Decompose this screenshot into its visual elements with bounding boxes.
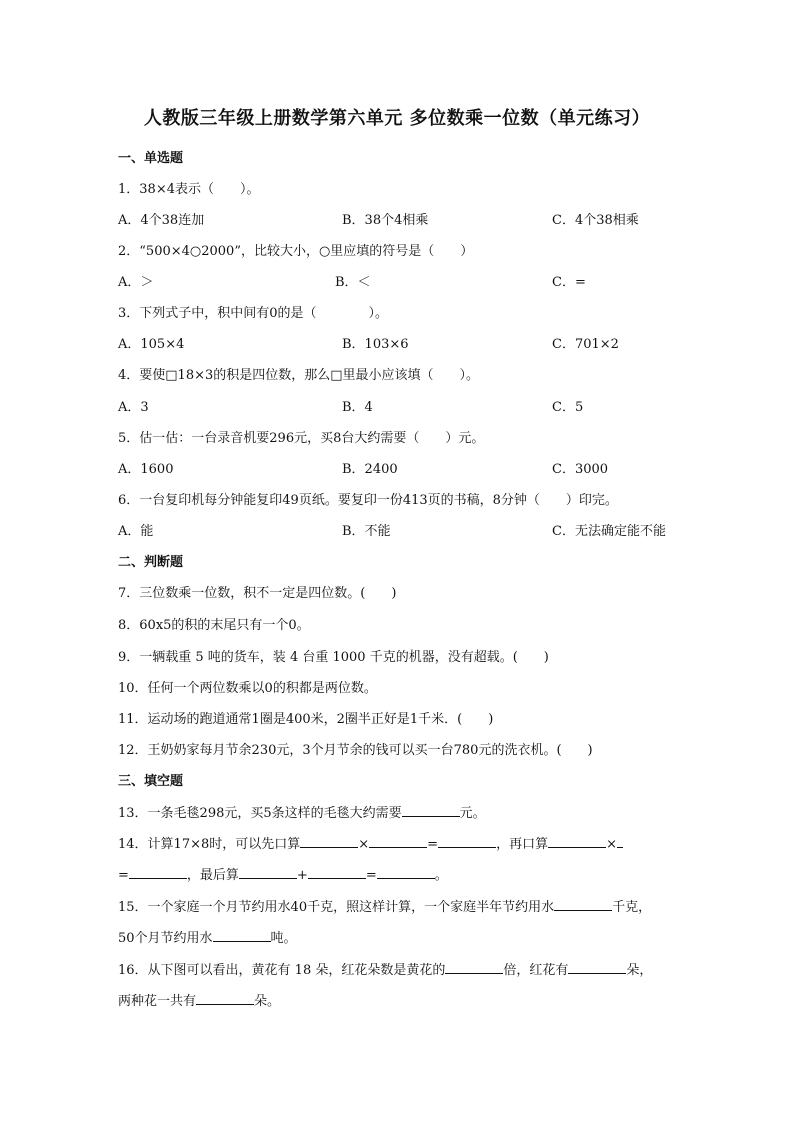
question-13 [118, 802, 486, 821]
q4-option-c: C．5 [552, 400, 584, 415]
q15-text-d: 吨。 [270, 931, 297, 946]
answer-blank[interactable] [239, 866, 297, 879]
q6-option-c: C．无法确定能不能 [552, 524, 666, 539]
question-4: 4．要使□18×3的积是四位数，那么□里最小应该填（ ）。 [118, 368, 480, 383]
period: 。 [434, 868, 448, 883]
answer-blank[interactable] [308, 866, 366, 879]
question-15-continued [118, 927, 297, 946]
q15-text-a: 15．一个家庭一个月节约用水40千克，照这样计算，一个家庭半年节约用水 [118, 900, 555, 915]
q13-text-a: 13．一条毛毯298元，买5条这样的毛毯大约需要 [118, 806, 402, 821]
answer-blank[interactable] [402, 804, 460, 817]
question-8: 8．60x5的积的末尾只有一个0。 [118, 618, 310, 633]
answer-blank[interactable] [445, 961, 503, 974]
answer-blank[interactable] [548, 835, 606, 848]
q1-option-b: B．38个4相乘 [342, 213, 429, 228]
q16-text-c: 朵， [626, 963, 653, 978]
answer-blank[interactable] [617, 835, 623, 848]
question-6: 6．一台复印机每分钟能复印49页纸。要复印一份413页的书稿，8分钟（ ）印完。 [118, 493, 618, 508]
q6-option-b: B．不能 [342, 524, 391, 539]
answer-blank[interactable] [129, 866, 187, 879]
question-14 [118, 833, 623, 852]
answer-blank[interactable] [568, 961, 626, 974]
answer-blank[interactable] [369, 835, 427, 848]
section-single-choice: 一、单选题 [118, 151, 184, 166]
q3-option-a: A．105×4 [118, 337, 185, 352]
q16-text-b: 倍，红花有 [503, 963, 569, 978]
q3-option-c: C．701×2 [552, 337, 619, 352]
answer-blank[interactable] [196, 992, 254, 1005]
question-1: 1．38×4表示（ ）。 [118, 182, 260, 197]
q5-option-a: A．1600 [118, 462, 174, 477]
question-7: 7．三位数乘一位数，积不一定是四位数。( ) [118, 586, 397, 601]
q1-option-c: C．4个38相乘 [552, 213, 639, 228]
question-5: 5．估一估：一台录音机要296元，买8台大约需要（ ）元。 [118, 431, 485, 446]
question-9: 9．一辆载重 5 吨的货车，装 4 台重 1000 千克的机器，没有超载。( ) [118, 650, 549, 665]
q16-text-e: 朵。 [254, 994, 281, 1009]
question-10: 10．任何一个两位数乘以0的积都是两位数。 [118, 681, 377, 696]
q14-text-c: ，最后算 [186, 868, 239, 883]
answer-blank[interactable] [554, 898, 612, 911]
q5-option-b: B．2400 [342, 462, 398, 477]
plus-sign: + [296, 868, 308, 883]
times-sign: × [358, 837, 370, 852]
q16-text-d: 两种花一共有 [118, 994, 197, 1009]
question-15 [118, 896, 651, 915]
q14-text-a: 14．计算17×8时，可以先口算 [118, 837, 301, 852]
answer-blank[interactable] [438, 835, 496, 848]
q2-option-a: A．＞ [118, 275, 154, 290]
q15-text-b: 千克， [612, 900, 652, 915]
question-14-continued [118, 864, 448, 883]
q14-text-b: ，再口算 [496, 837, 549, 852]
q2-option-b: B．＜ [335, 275, 371, 290]
question-16-continued [118, 990, 280, 1009]
section-fill-blank: 三、填空题 [118, 774, 184, 789]
answer-blank[interactable] [213, 929, 271, 942]
q5-option-c: C．3000 [552, 462, 609, 477]
question-2: 2．“500×4○2000”，比较大小，○里应填的符号是（ ） [118, 244, 474, 259]
q2-option-c: C．= [552, 275, 586, 290]
question-3: 3．下列式子中，积中间有0的是（ ）。 [118, 306, 389, 321]
q3-option-b: B．103×6 [342, 337, 409, 352]
q13-text-b: 元。 [459, 806, 486, 821]
answer-blank[interactable] [377, 866, 435, 879]
equals-sign: = [427, 837, 439, 852]
question-12: 12．王奶奶家每月节余230元，3个月节余的钱可以买一台780元的洗衣机。( ) [118, 743, 593, 758]
section-true-false: 二、判断题 [118, 555, 184, 570]
q16-text-a: 16．从下图可以看出，黄花有 18 朵，红花朵数是黄花的 [118, 963, 446, 978]
q4-option-a: A．3 [118, 400, 149, 415]
equals-sign: = [118, 868, 129, 883]
equals-sign: = [365, 868, 377, 883]
question-16 [118, 959, 652, 978]
times-sign: × [606, 837, 617, 852]
q4-option-b: B．4 [342, 400, 373, 415]
answer-blank[interactable] [300, 835, 358, 848]
q6-option-a: A．能 [118, 524, 154, 539]
q15-text-c: 50个月节约用水 [118, 931, 213, 946]
q1-option-a: A．4个38连加 [118, 213, 205, 228]
page-title: 人教版三年级上册数学第六单元 多位数乘一位数（单元练习） [143, 108, 651, 129]
question-11: 11．运动场的跑道通常1圈是400米，2圈半正好是1千米．( ) [118, 712, 494, 727]
